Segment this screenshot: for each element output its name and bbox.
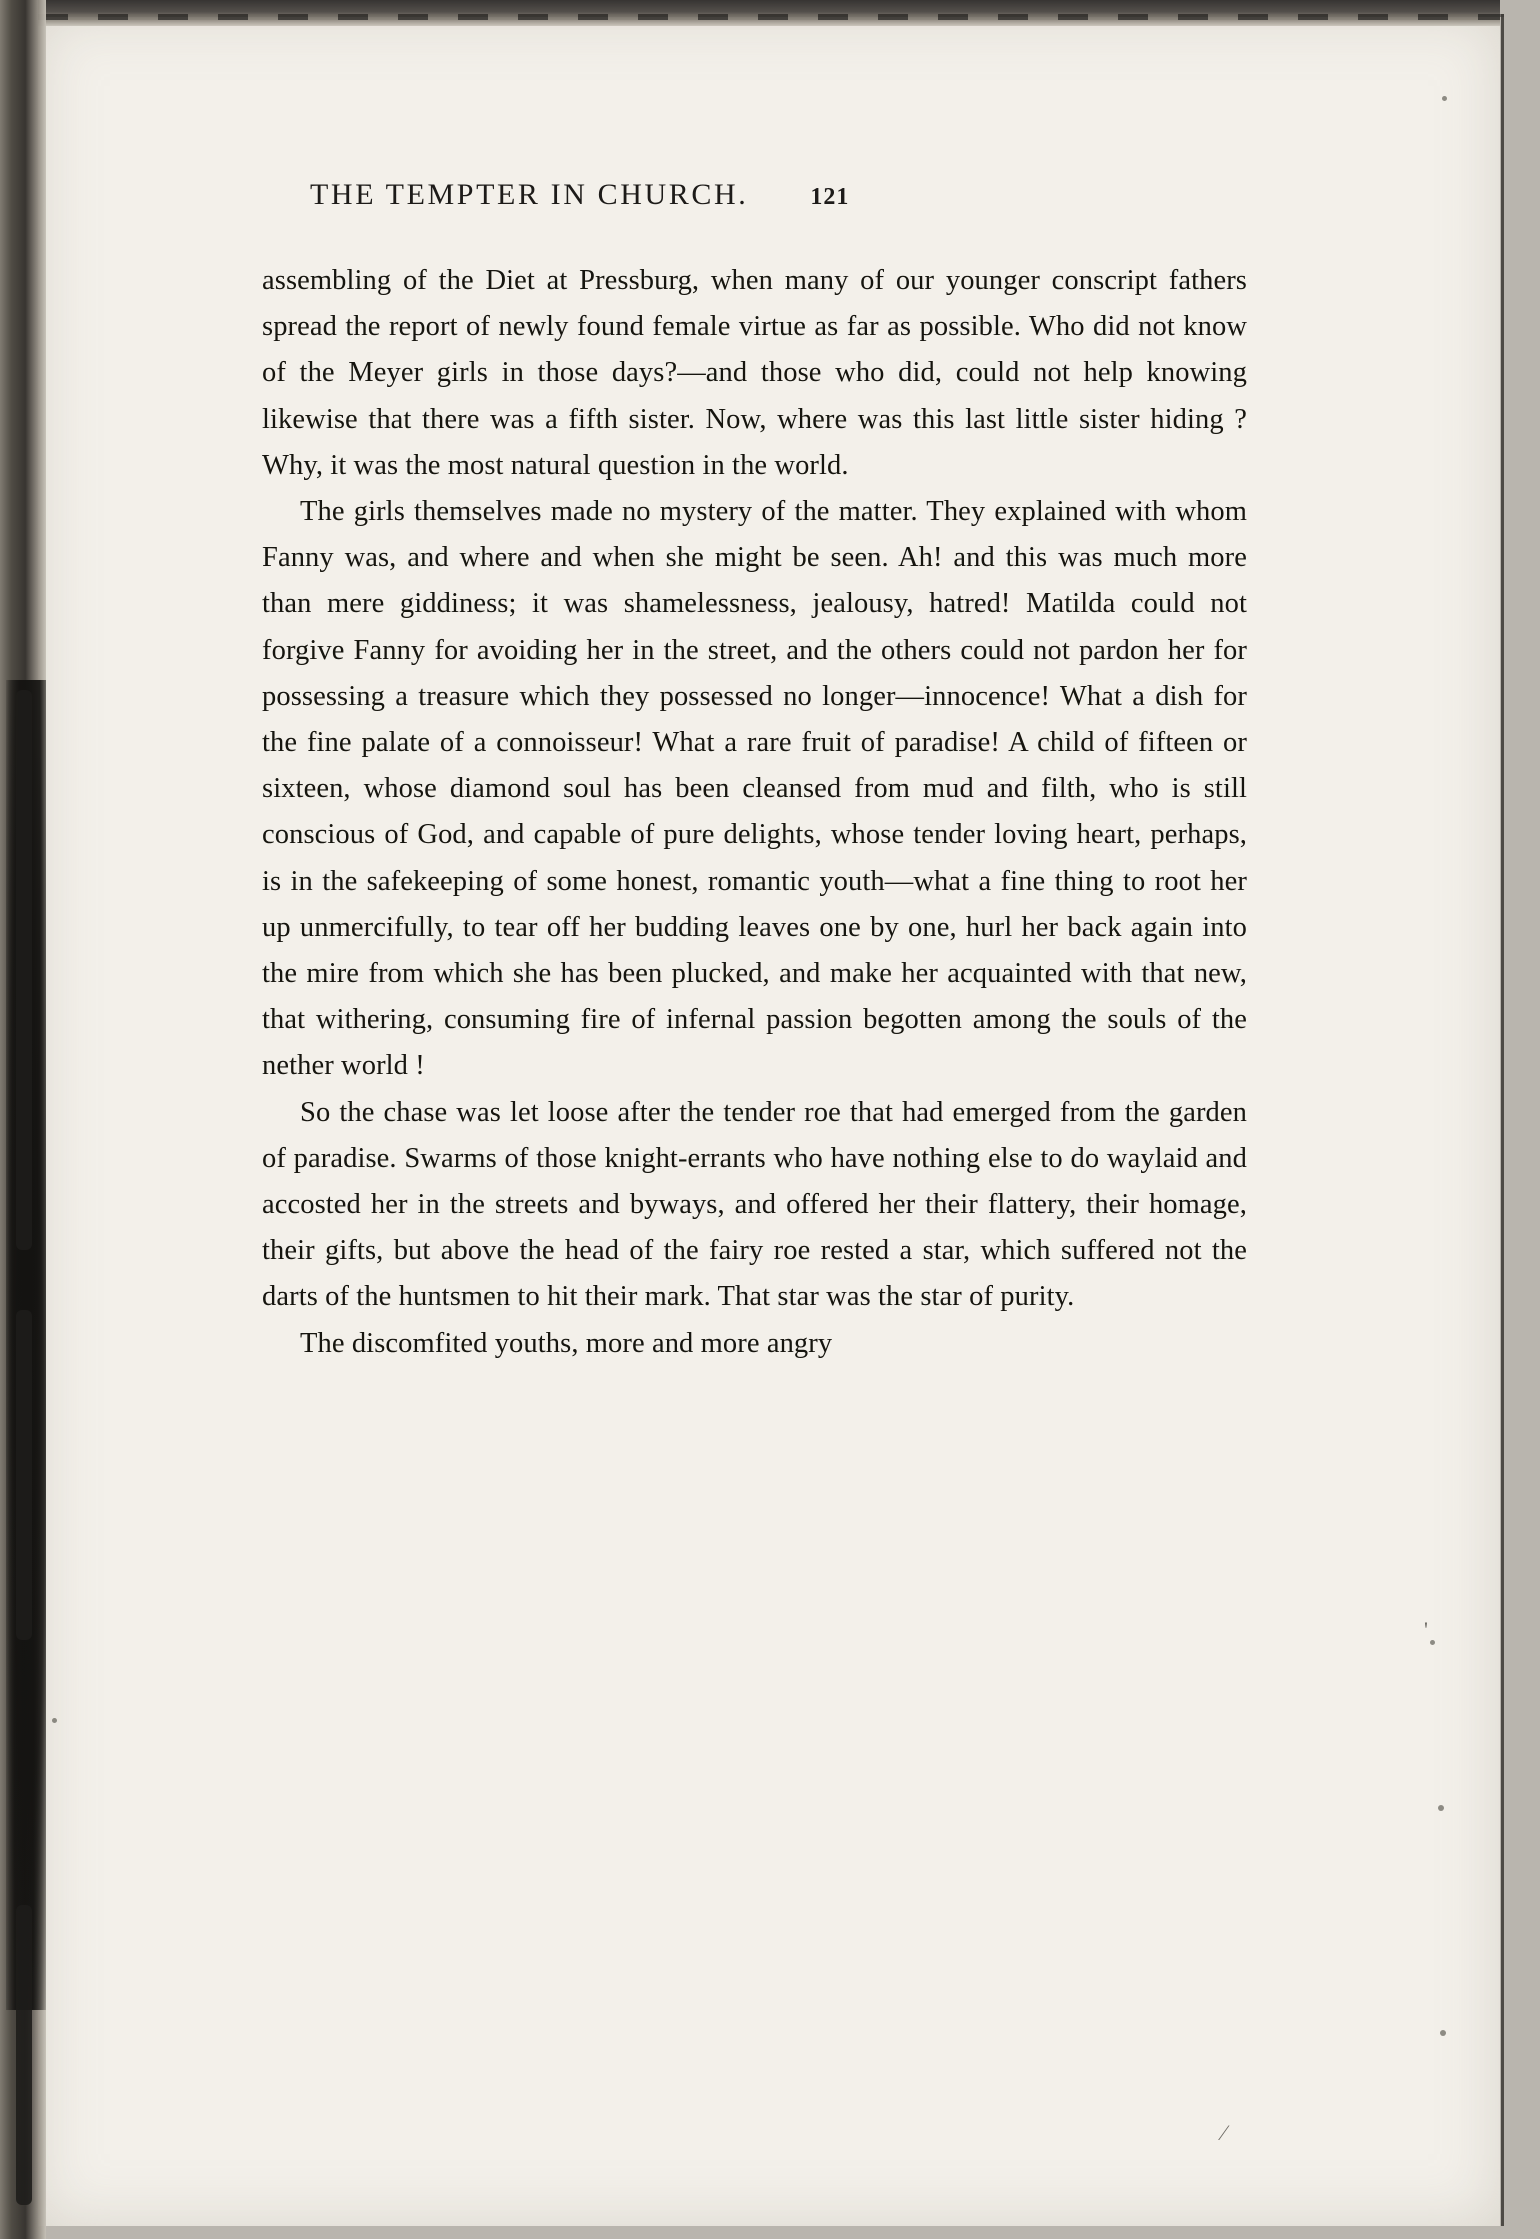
paragraph: assembling of the Diet at Pressburg, when many of our younger conscript fathers spread the report of newly found female virtue as far as possible. Who did not know of the Meyer girls in those days?—and those who did, could not help knowing likewise that there was a fifth sister. Now, where was this last little sister hiding ? Why, it was the most natural question in the world. <box>262 265 1247 481</box>
page-title: THE TEMPTER IN CHURCH. <box>310 178 749 211</box>
scan-speck <box>1438 1805 1444 1811</box>
gutter-streak-lower <box>16 1905 32 2205</box>
scan-speck <box>1430 1640 1435 1645</box>
scan-speck <box>1440 2030 1446 2036</box>
scanned-page: ' ⁄ THE TEMPTER IN CHURCH. 121 assembling of the Diet at Pressburg, when many of our younger conscript fathers spread the report of newly found female virtue as far as possible. Who did not know of the Meyer girls in those days?—and those who did, could not help knowing likewise that there was a fifth sister. Now, where was this last little sister hiding ? Why, it was the most natural question in the world. The girls themselves made no mystery of the matter. They explained with whom Fanny was, and where and when she might be seen. Ah! and this was much more than mere giddiness; it was shamelessness, jealousy, hatred! Matilda could not forgive Fanny for avoiding her in the street, and the others could not pardon her for possessing a treasure which they possessed no longer—innocence! What a dish for the fine palate of a connoisseur! What a rare fruit of paradise! A child of fifteen or sixteen, whose diamond soul has been cleansed from mud and filth, who is still conscious of God, and capable of pure delights, whose tender loving heart, perhaps, is in the safekeeping of some honest, romantic youth—what a fine thing to root her up unmercifully, to tear off her budding leaves one by one, hurl her back again into the mire from which she has been plucked, and make her acquainted with that new, that withering, consuming fire of infernal passion begotten among the souls of the nether world ! So the chase was let loose after the tender roe that had emerged from the garden of paradise. Swarms of those knight-errants who have nothing else to do waylaid and accosted her in the streets and byways, and offered her their flattery, their homage, their gifts, but above the head of the fairy roe rested a star, which suffered not the darts of the huntsmen to hit their mark. That star was the star of purity. The discomfited youths, more and more angry <box>0 0 1540 2239</box>
scan-speck <box>1442 96 1447 101</box>
page-border-right <box>1501 14 1504 2226</box>
scan-edge-top <box>38 0 1500 26</box>
paragraph: The girls themselves made no mystery of the matter. They explained with whom Fanny was, and where and when she might be seen. Ah! and this was much more than mere giddiness; it was shamelessness, jealousy, hatred! Matilda could not forgive Fanny for avoiding her in the street, and the others could not pardon her for possessing a treasure which they possessed no longer—innocence! What a dish for the fine palate of a connoisseur! What a rare fruit of paradise! A child of fifteen or sixteen, whose diamond soul has been cleansed from mud and filth, who is still conscious of God, and capable of pure delights, whose tender loving heart, perhaps, is in the safekeeping of some honest, romantic youth—what a fine thing to root her up unmercifully, to tear off her budding leaves one by one, hurl her back again into the mire from which she has been plucked, and make her acquainted with that new, that withering, consuming fire of infernal passion begotten among the souls of the nether world ! <box>262 496 1247 1082</box>
gutter-streak-middle <box>16 1310 32 1640</box>
paragraph: So the chase was let loose after the tender roe that had emerged from the garden of paradise. Swarms of those knight-errants who have nothing else to do waylaid and accosted her in the streets and byways, and offered her their flattery, their homage, their gifts, but above the head of the fairy roe rested a star, which suffered not the darts of the huntsmen to hit their mark. That star was the star of purity. <box>262 1096 1247 1313</box>
body-text <box>262 258 1247 1367</box>
page-number: 121 <box>810 184 850 210</box>
paragraph: The discomfited youths, more and more angry <box>300 1327 833 1359</box>
text-column <box>262 178 1247 1367</box>
scan-speck <box>52 1718 57 1723</box>
running-head <box>262 178 1247 212</box>
gutter-streak-upper <box>16 690 32 1250</box>
